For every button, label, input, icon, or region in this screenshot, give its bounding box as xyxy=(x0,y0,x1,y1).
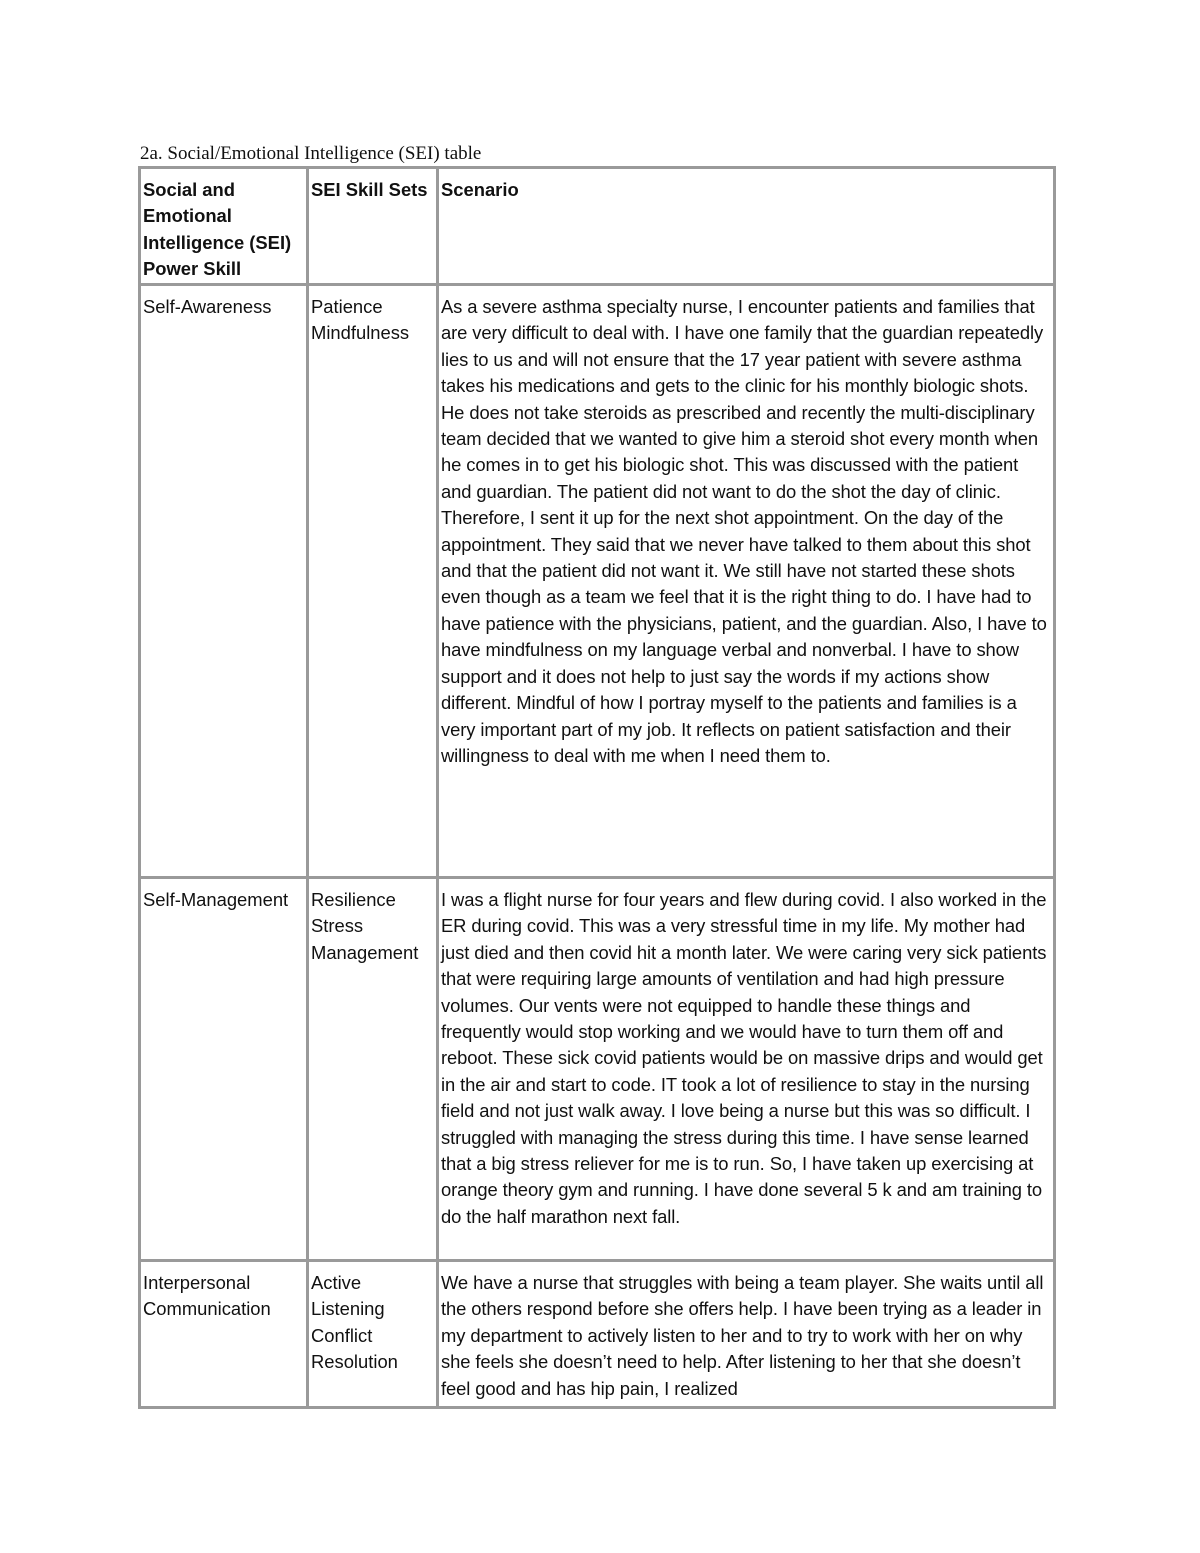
skill-set-item: Resolution xyxy=(311,1351,398,1373)
scenario-cell xyxy=(438,878,1055,1261)
scenario-text: I was a flight nurse for four years and flew during covid. I also worked in the ER during covid. This was a very stressful time in my life. My mother had just died and then covid hit a month later. We were caring very sick patients that were requiring large amounts of ventilation and had high pressure volumes. Our vents were not equipped to handle these things and frequently would stop working and we would have to turn them off and reboot. These sick covid patients would be on massive drips and would get in the air and start to code. IT took a lot of resilience to stay in the nursing field and not just walk away. I love being a nurse but this was so difficult. I struggled with managing the stress during this time. I have sense learned that a big stress reliever for me is to run. So, I have taken up exercising at orange theory gym and running. I have done several 5 k and am training to do the half marathon next fall. xyxy=(441,889,1047,1227)
skill-sets-cell xyxy=(308,285,438,878)
scenario-text: We have a nurse that struggles with being a team player. She waits until all the others respond before she offers help. I have been trying as a leader in my department to actively listen to her and to try to work with her on why she feels she doesn’t need to help. After listening to her that she doesn’t feel good and has hip pain, I realized xyxy=(441,1272,1044,1399)
sei-table xyxy=(138,166,1056,1409)
header-power-skill: Social and Emotional Intelligence (SEI) Power Skill xyxy=(140,168,308,285)
skill-set-item: Stress xyxy=(311,915,364,937)
skill-set-item: Conflict xyxy=(311,1324,373,1346)
skill-set-item: Management xyxy=(311,941,419,963)
document-title: 2a. Social/Emotional Intelligence (SEI) table xyxy=(140,143,482,164)
table-row xyxy=(140,878,1055,1261)
skill-set-item: Active xyxy=(311,1272,362,1293)
scenario-text: As a severe asthma specialty nurse, I encounter patients and families that are very difficult to deal with. I have one family that the guardian repeatedly lies to us and will not ensure that the 17 year patient with severe asthma takes his medications and gets to the clinic for his monthly biologic shots. He does not take steroids as prescribed and recently the multi-disciplinary team decided that we wanted to give him a steroid shot every month when he comes in to get his biologic shot. This was discussed with the patient and guardian. The patient did not want to do the shot the day of clinic. Therefore, I sent it up for the next shot appointment. On the day of the appointment. They said that we never have talked to them about this shot and that the patient did not want it. We still have not started these shots even though as a team we feel that it is the right thing to do. I have had to have patience with the physicians, patient, and the guardian. Also, I have to have mindfulness on my language verbal and nonverbal. I have to show support and it does not help to just say the words if my actions show different. Mindful of how I portray myself to the patients and families is a very important part of my job. It reflects on patient satisfaction and their willingness to deal with me when I need them to. xyxy=(441,296,1047,766)
table-row xyxy=(140,1261,1055,1408)
power-skill-cell: Self-Awareness xyxy=(140,285,308,878)
table-header-row xyxy=(140,168,1055,285)
scenario-cell xyxy=(438,285,1055,878)
power-skill-cell: Interpersonal Communication xyxy=(140,1261,308,1408)
skill-sets-cell xyxy=(308,878,438,1261)
skill-set-item: Resilience xyxy=(311,889,396,910)
skill-set-item: Listening xyxy=(311,1298,385,1320)
scenario-cell xyxy=(438,1261,1055,1408)
header-scenario: Scenario xyxy=(438,168,1055,285)
skill-sets-cell xyxy=(308,1261,438,1408)
header-skill-sets: SEI Skill Sets xyxy=(308,168,438,285)
table-row xyxy=(140,285,1055,878)
power-skill-cell: Self-Management xyxy=(140,878,308,1261)
skill-set-item: Patience xyxy=(311,296,383,317)
skill-set-item: Mindfulness xyxy=(311,322,410,344)
